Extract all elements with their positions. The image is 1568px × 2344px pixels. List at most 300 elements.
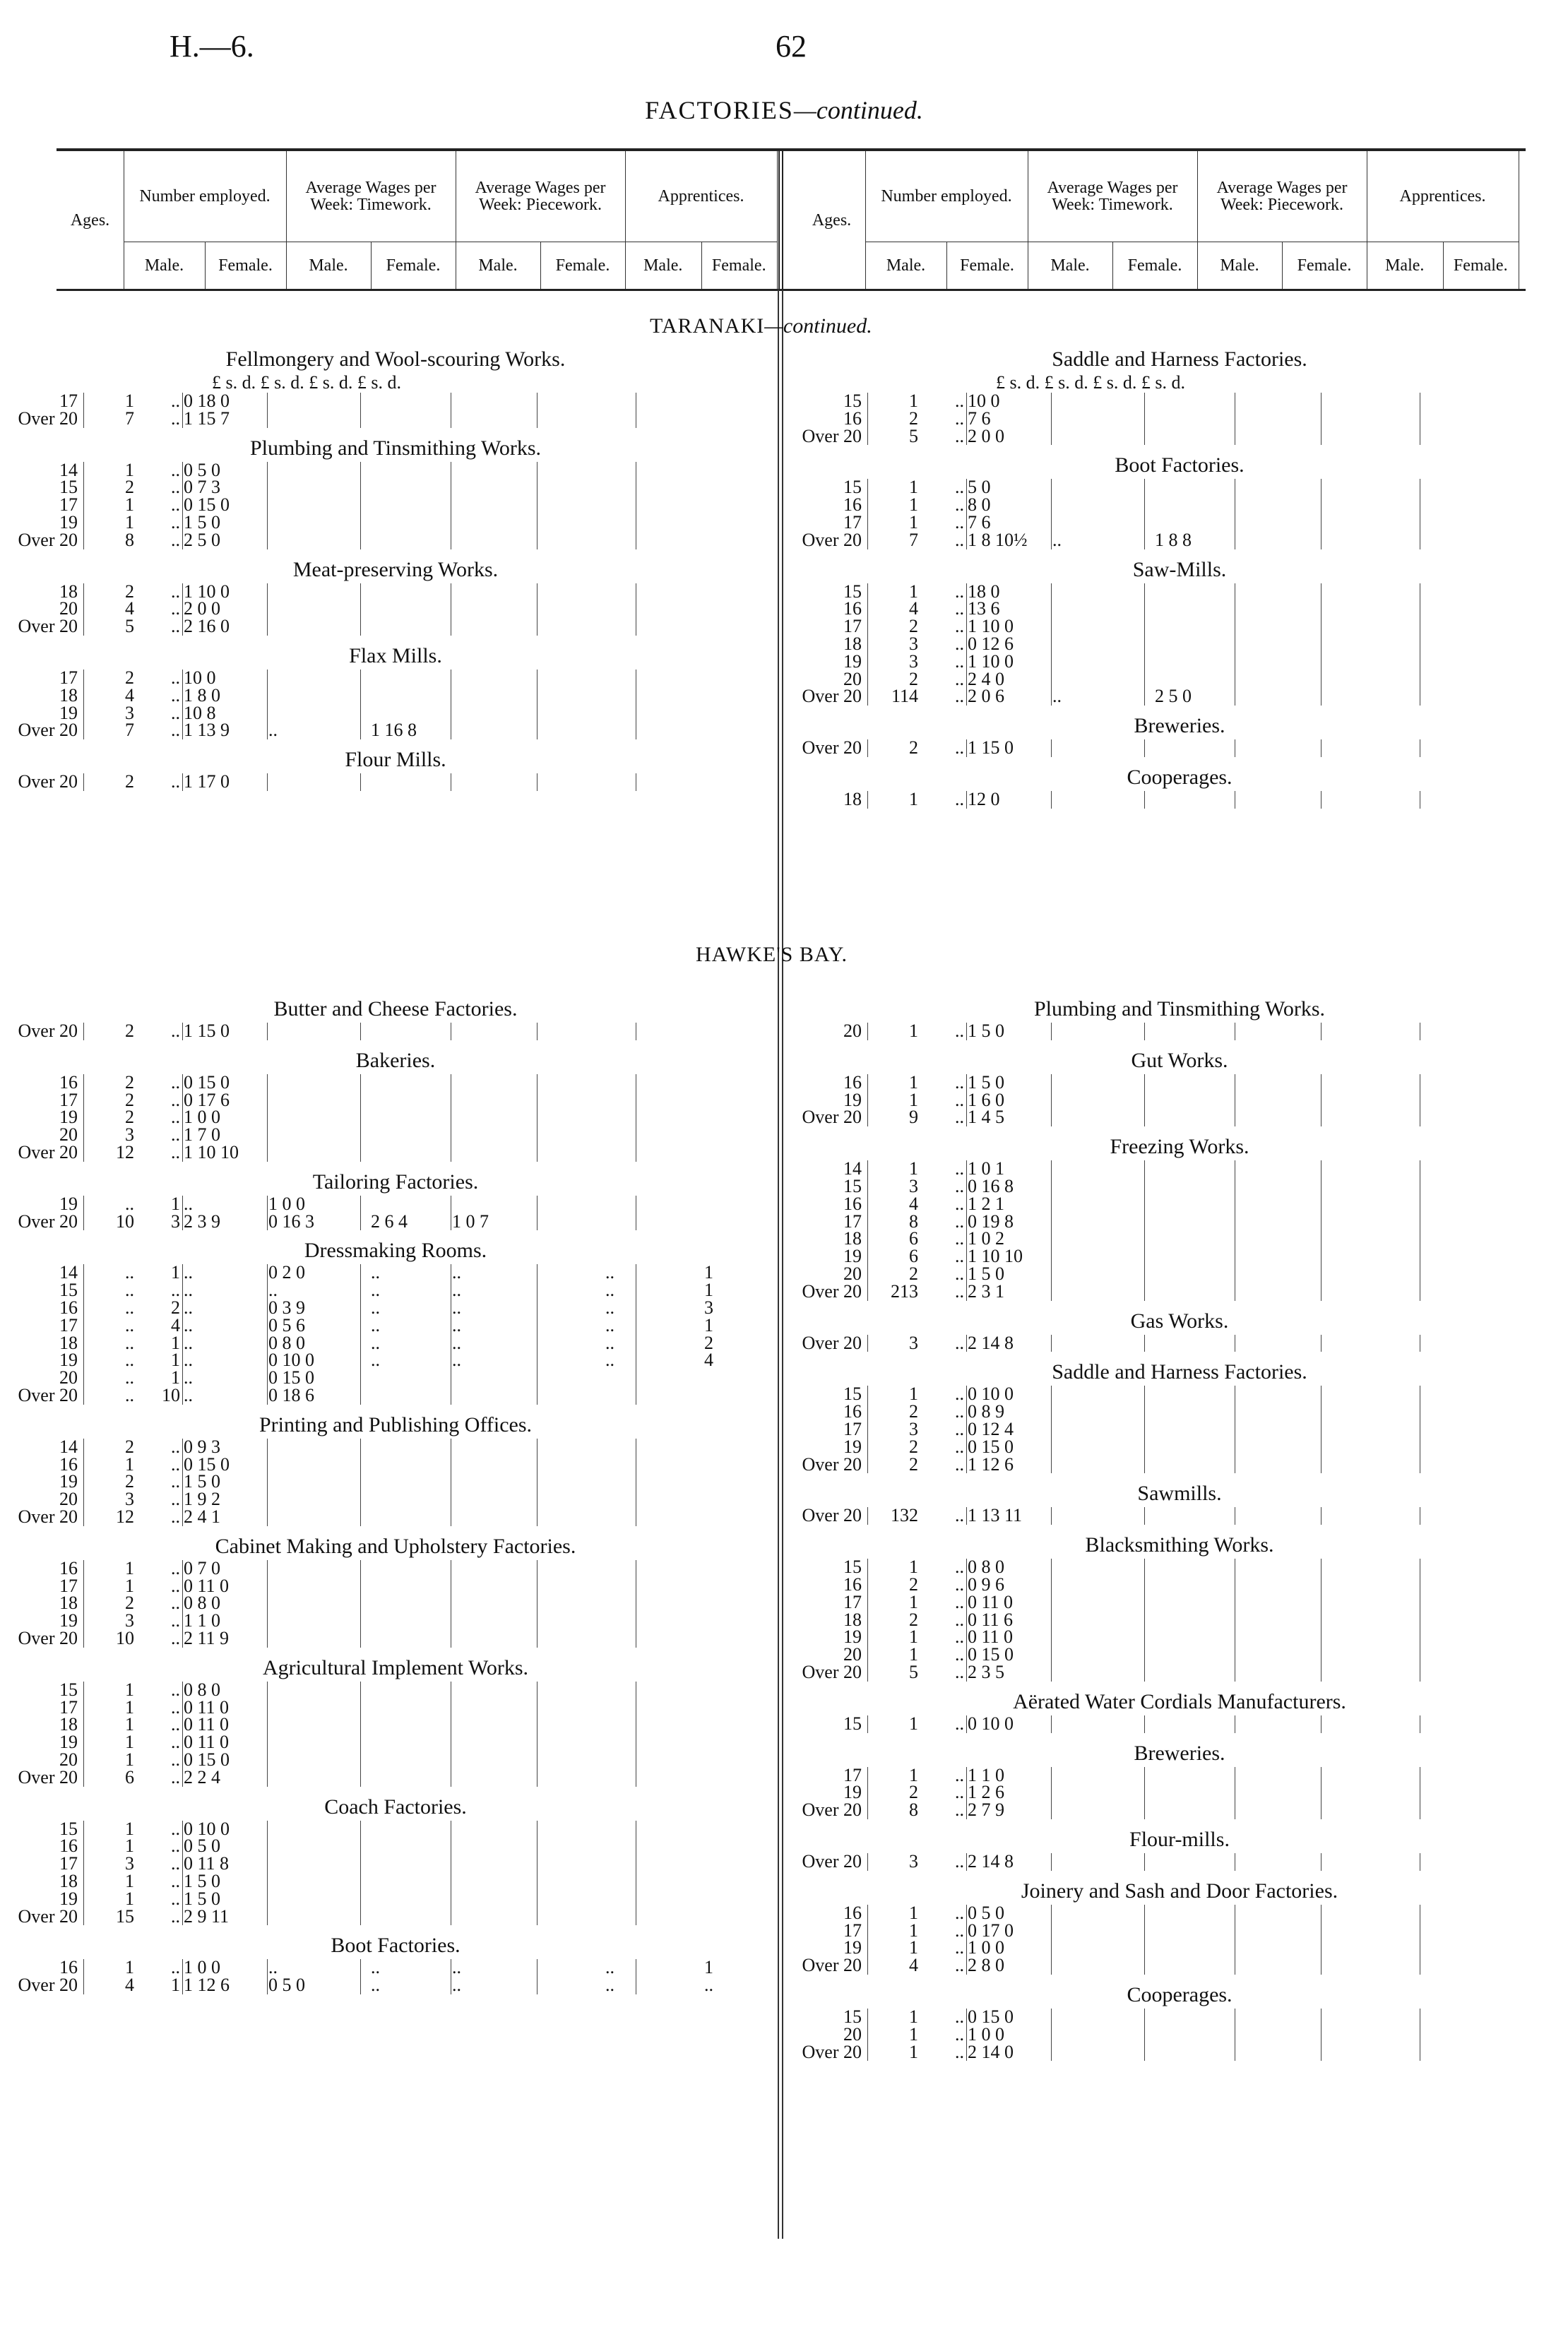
section-title: Cooperages. — [1127, 766, 1233, 789]
cell-male-employed: 8 — [125, 529, 134, 550]
column-rule — [360, 1196, 361, 1231]
cell-time-male: 1 0 0 — [184, 1107, 220, 1128]
cell-time-male: 1 10 0 — [968, 616, 1014, 637]
cell-female-employed: .. — [955, 633, 964, 654]
right-female-subheader: Female. — [960, 256, 1014, 275]
column-rule — [867, 393, 868, 445]
table-row — [784, 496, 1490, 514]
cell-male-employed: 2 — [909, 1263, 918, 1284]
table-row — [0, 1023, 706, 1040]
column-rule — [182, 1821, 183, 1926]
cell-male-employed: 12 — [116, 1506, 134, 1527]
column-rule — [360, 1682, 361, 1787]
column-rule — [1144, 1074, 1145, 1126]
cell-time-male: 1 5 0 — [968, 1071, 1004, 1093]
table-row — [0, 511, 706, 533]
cell-age: 15 — [59, 1679, 78, 1700]
table-row — [0, 1818, 706, 1839]
table-row — [784, 1591, 1490, 1612]
table-row — [784, 1764, 1490, 1785]
table-row — [0, 600, 706, 618]
column-rule — [267, 1264, 268, 1404]
cell-age: 19 — [59, 1610, 78, 1631]
cell-female-employed: .. — [171, 667, 180, 688]
cell-age: 18 — [59, 1593, 78, 1614]
cell-male-employed: 4 — [909, 598, 918, 619]
cell-male-employed: 1 — [125, 391, 134, 411]
cell-female-employed: .. — [171, 1627, 180, 1648]
column-rule — [360, 1439, 361, 1526]
cell-time-female: 0 16 3 — [268, 1210, 314, 1232]
table-row — [784, 1559, 1490, 1576]
column-rule — [867, 1386, 868, 1473]
section-title: Cabinet Making and Upholstery Factories. — [215, 1534, 576, 1558]
cell-female-employed: .. — [171, 1905, 180, 1927]
section-group — [784, 1740, 1490, 1819]
table-row — [784, 1922, 1490, 1940]
cell-age: 19 — [843, 650, 862, 672]
left-male-subheader: Male. — [478, 256, 518, 275]
cell-age: 14 — [59, 1436, 78, 1457]
cell-female-employed: .. — [171, 1124, 180, 1146]
column-rule — [360, 1821, 361, 1926]
column-rule — [360, 1074, 361, 1162]
table-row — [0, 1716, 706, 1734]
cell-time-male: 2 3 1 — [968, 1280, 1004, 1302]
cell-female-employed: 3 — [171, 1210, 180, 1232]
cell-age: 15 — [59, 1818, 78, 1839]
column-rule — [360, 1959, 361, 1994]
left-vline-sub — [371, 242, 372, 289]
column-rule — [83, 1196, 84, 1231]
table-row — [784, 479, 1490, 496]
cell-age: 17 — [843, 616, 862, 637]
section-title: Boot Factories. — [331, 1934, 461, 1958]
cell-time-male: 1 12 6 — [184, 1975, 230, 1996]
cell-age: Over 20 — [18, 720, 78, 741]
column-rule — [1144, 1386, 1145, 1473]
table-row — [0, 459, 706, 480]
section-title: Agricultural Implement Works. — [262, 1655, 529, 1679]
cell-male-employed: 1 — [125, 1836, 134, 1857]
cell-age: 17 — [843, 1591, 862, 1612]
cell-male-employed: .. — [125, 1314, 134, 1335]
cell-time-male: 10 8 — [184, 702, 216, 723]
cell-apprentice-female: 2 — [704, 1332, 713, 1353]
cell-time-female: .. — [268, 720, 278, 741]
cell-age: 14 — [59, 1262, 78, 1283]
table-row — [0, 1627, 706, 1648]
cell-time-female: .. — [1052, 686, 1062, 707]
section-group — [0, 1237, 713, 1405]
cell-age: Over 20 — [18, 1905, 78, 1927]
column-rule — [182, 393, 183, 428]
left-male-subheader: Male. — [643, 256, 683, 275]
cell-age: 15 — [843, 1713, 862, 1734]
table-row — [0, 1696, 706, 1718]
cell-male-employed: .. — [125, 1332, 134, 1353]
section-title: Flour-mills. — [1129, 1828, 1230, 1851]
cell-time-male: 0 15 0 — [968, 2006, 1014, 2027]
cell-female-employed: .. — [171, 1471, 180, 1492]
cell-age: Over 20 — [18, 1141, 78, 1162]
cell-female-employed: .. — [171, 1818, 180, 1839]
cell-time-female: 0 5 6 — [268, 1314, 305, 1335]
cell-time-male: 0 12 4 — [968, 1418, 1014, 1439]
cell-age: Over 20 — [18, 407, 78, 429]
cell-female-employed: .. — [955, 1089, 964, 1110]
cell-age: Over 20 — [802, 1505, 862, 1526]
column-rule — [83, 1023, 84, 1040]
cell-male-employed: .. — [125, 1384, 134, 1405]
section-title: Fellmongery and Wool-scouring Works. — [225, 347, 566, 371]
column-rule — [966, 1853, 967, 1871]
cell-male-employed: 3 — [125, 1610, 134, 1631]
table-row — [0, 1109, 706, 1126]
cell-age: Over 20 — [802, 2041, 862, 2062]
section-title: Saddle and Harness Factories. — [1052, 347, 1307, 371]
cell-age: 18 — [59, 1870, 78, 1891]
cell-age: 20 — [59, 1749, 78, 1770]
cell-female-employed: .. — [171, 477, 180, 498]
column-rule — [1144, 1023, 1145, 1040]
right-number-employed-header: Number employed. — [881, 187, 1012, 206]
table-row — [0, 1126, 706, 1144]
cell-age: 18 — [59, 1714, 78, 1735]
cell-male-employed: 1 — [909, 1089, 918, 1110]
column-rule — [966, 2009, 967, 2061]
column-rule — [182, 462, 183, 549]
cell-time-male: 0 5 0 — [968, 1902, 1004, 1923]
cell-age: 17 — [843, 1418, 862, 1439]
column-rule — [83, 1560, 84, 1648]
table-row — [0, 496, 706, 514]
cell-male-employed: 2 — [125, 667, 134, 688]
left-apprentices-header: Apprentices. — [658, 187, 744, 206]
cell-time-male: 7 6 — [968, 511, 991, 533]
cell-male-employed: 1 — [909, 511, 918, 533]
cell-male-employed: 1 — [125, 1696, 134, 1718]
cell-apprentice-female: 4 — [704, 1350, 713, 1371]
cell-time-female: 0 15 0 — [268, 1367, 314, 1388]
center-divider — [778, 290, 783, 2239]
cell-male-employed: 114 — [891, 686, 918, 707]
cell-piece-male: .. — [371, 1314, 380, 1335]
cell-female-employed: .. — [171, 511, 180, 533]
cell-apprentice-male: .. — [605, 1350, 614, 1371]
column-rule — [867, 1074, 868, 1126]
section-title: Aërated Water Cordials Manufacturers. — [1013, 1689, 1346, 1713]
table-row — [784, 1193, 1490, 1214]
cell-time-male: 1 5 0 — [968, 1021, 1004, 1041]
column-rule — [267, 1074, 268, 1162]
column-rule — [182, 1074, 183, 1162]
table-row — [784, 1715, 1490, 1733]
cell-male-employed: 10 — [116, 1627, 134, 1648]
column-rule — [83, 1682, 84, 1787]
column-rule — [182, 1439, 183, 1526]
cell-time-male: 0 10 0 — [184, 1818, 230, 1839]
table-row — [0, 722, 706, 739]
cell-male-employed: 3 — [909, 633, 918, 654]
cell-piece-female: .. — [452, 1957, 461, 1978]
table-row — [784, 1902, 1490, 1923]
cell-age: Over 20 — [802, 1799, 862, 1821]
cell-time-female: 0 18 6 — [268, 1384, 314, 1405]
column-rule — [1051, 393, 1052, 445]
column-rule — [83, 1959, 84, 1994]
cell-age: 20 — [843, 2023, 862, 2045]
cell-male-employed: 1 — [125, 1453, 134, 1475]
column-rule — [867, 1715, 868, 1733]
section-group — [784, 1532, 1490, 1682]
cell-age: Over 20 — [802, 686, 862, 707]
cell-age: Over 20 — [802, 425, 862, 446]
cell-male-employed: 1 — [909, 1021, 918, 1041]
section-group — [0, 746, 706, 791]
left-female-subheader: Female. — [218, 256, 273, 275]
cell-time-female: 0 10 0 — [268, 1350, 314, 1371]
cell-age: 20 — [843, 668, 862, 689]
section-group — [784, 1047, 1490, 1126]
section-title: Joinery and Sash and Door Factories. — [1021, 1879, 1338, 1903]
column-rule — [1144, 1905, 1145, 1975]
cell-time-male: 12 0 — [968, 789, 1000, 809]
cell-male-employed: 1 — [125, 494, 134, 516]
table-row — [784, 1436, 1490, 1457]
cell-male-employed: 1 — [909, 1937, 918, 1958]
table-row — [0, 1141, 706, 1162]
cell-piece-male: .. — [371, 1350, 380, 1371]
section-title: Cooperages. — [1127, 1983, 1233, 2006]
cell-female-employed: .. — [171, 1071, 180, 1093]
column-rule — [182, 583, 183, 636]
column-rule — [267, 1196, 268, 1231]
table-row — [784, 791, 1490, 809]
left-vline-sub — [205, 242, 206, 289]
table-row — [0, 1332, 713, 1353]
cell-female-employed: .. — [955, 2006, 964, 2027]
column-rule — [867, 791, 868, 809]
cell-age: 15 — [843, 2006, 862, 2027]
cell-female-employed: .. — [171, 1732, 180, 1753]
cell-female-employed: .. — [171, 1141, 180, 1162]
cell-piece-female: .. — [452, 1314, 461, 1335]
cell-female-employed: .. — [955, 668, 964, 689]
table-row — [0, 1612, 706, 1630]
column-rule — [182, 1560, 183, 1648]
right-female-subheader: Female. — [1453, 256, 1508, 275]
cell-time-female: 0 2 0 — [268, 1262, 305, 1283]
column-rule — [83, 1821, 84, 1926]
cell-time-male: 5 0 — [968, 477, 991, 498]
left-ages-header: Ages. — [70, 210, 110, 230]
cell-male-employed: 1 — [909, 581, 918, 602]
cell-male-employed: 3 — [909, 1851, 918, 1872]
column-rule — [1051, 1767, 1052, 1819]
page-title — [0, 95, 1568, 125]
cell-female-employed: .. — [171, 1836, 180, 1857]
section-group — [784, 1308, 1490, 1352]
cell-age: Over 20 — [802, 1332, 862, 1353]
cell-age: 16 — [843, 1193, 862, 1214]
table-row — [784, 1403, 1490, 1421]
table-row — [0, 702, 706, 723]
cell-time-male: 2 3 5 — [968, 1661, 1004, 1682]
cell-female-employed: .. — [171, 581, 180, 602]
section-group — [0, 1655, 706, 1787]
table-row — [784, 1626, 1490, 1648]
cell-female-employed: .. — [955, 1418, 964, 1439]
cell-time-male: 2 4 0 — [968, 668, 1004, 689]
cell-male-employed: 1 — [125, 459, 134, 480]
column-rule — [867, 1023, 868, 1040]
cell-apprentice-female: 1 — [704, 1280, 713, 1301]
cell-time-male: 0 15 0 — [184, 494, 230, 516]
cell-time-male: 10 0 — [968, 391, 1000, 411]
cell-male-employed: 1 — [125, 511, 134, 533]
section-title: Saddle and Harness Factories. — [1052, 1360, 1307, 1384]
column-rule — [966, 1023, 967, 1040]
cell-age: 19 — [843, 1782, 862, 1803]
cell-male-employed: 2 — [125, 1071, 134, 1093]
column-rule — [1144, 479, 1145, 549]
table-row — [784, 511, 1490, 533]
table-row — [784, 425, 1490, 446]
cell-female-employed: .. — [171, 702, 180, 723]
table-row — [784, 1089, 1490, 1110]
cell-female-employed: .. — [955, 1661, 964, 1682]
cell-piece-male: .. — [371, 1262, 380, 1283]
cell-time-male: 2 4 1 — [184, 1506, 220, 1527]
table-row — [784, 1386, 1490, 1403]
cell-piece-male: .. — [371, 1297, 380, 1318]
cell-male-employed: 1 — [909, 477, 918, 498]
cell-age: 16 — [59, 1557, 78, 1578]
cell-time-male: .. — [184, 1280, 193, 1301]
cell-female-employed: .. — [171, 598, 180, 619]
cell-male-employed: 12 — [116, 1141, 134, 1162]
table-row — [784, 1248, 1490, 1266]
cell-male-employed: 2 — [125, 1471, 134, 1492]
cell-female-employed: .. — [955, 1505, 964, 1526]
column-header-left — [57, 151, 777, 289]
cell-male-employed: 1 — [125, 1870, 134, 1891]
region-hawkes-bay: HAWKE'S BAY. — [696, 943, 848, 966]
cell-female-employed: .. — [955, 1920, 964, 1941]
column-rule — [1051, 1559, 1052, 1682]
cell-time-male: 1 5 0 — [184, 1888, 220, 1909]
column-rule — [1144, 2009, 1145, 2061]
cell-age: 16 — [843, 407, 862, 429]
section-title: Printing and Publishing Offices. — [259, 1412, 533, 1436]
cell-female-employed: .. — [955, 1851, 964, 1872]
column-rule — [267, 1023, 268, 1040]
cell-apprentice-male: .. — [605, 1262, 614, 1283]
left-female-subheader: Female. — [386, 256, 441, 275]
cell-time-male: 0 17 0 — [968, 1920, 1014, 1941]
cell-time-male: 1 15 0 — [968, 737, 1014, 758]
column-rule — [1051, 1386, 1052, 1473]
cell-female-employed: .. — [171, 616, 180, 637]
cell-time-male: 1 0 2 — [968, 1228, 1004, 1249]
cell-male-employed: 1 — [909, 2041, 918, 2062]
cell-female-employed: .. — [171, 1453, 180, 1475]
table-row — [0, 393, 706, 410]
cell-age: 20 — [843, 1263, 862, 1284]
table-row — [784, 618, 1490, 636]
cell-age: 15 — [843, 391, 862, 411]
cell-male-employed: 1 — [909, 1626, 918, 1648]
cell-age: 19 — [59, 1107, 78, 1128]
cell-time-male: 1 5 0 — [968, 1263, 1004, 1284]
cell-time-male: .. — [184, 1314, 193, 1335]
cell-male-employed: 2 — [909, 668, 918, 689]
table-row — [0, 1210, 706, 1232]
cell-female-employed: .. — [955, 737, 964, 758]
cell-apprentice-female: 1 — [704, 1957, 713, 1978]
left-number-employed-header: Number employed. — [139, 187, 271, 206]
cell-age: 16 — [59, 1836, 78, 1857]
cell-female-employed: 1 — [171, 1367, 180, 1388]
cell-male-employed: 1 — [909, 1158, 918, 1179]
column-rule — [966, 1507, 967, 1525]
cell-female-employed: .. — [955, 2041, 964, 2062]
table-row — [784, 1175, 1490, 1196]
cell-piece-female: .. — [452, 1262, 461, 1283]
cell-male-employed: 4 — [909, 1955, 918, 1976]
cell-time-male: 2 14 8 — [968, 1332, 1014, 1353]
cell-piece-female: .. — [452, 1350, 461, 1371]
table-row — [784, 600, 1490, 618]
cell-female-employed: .. — [955, 1193, 964, 1214]
column-rule — [867, 2009, 868, 2061]
cell-age: 14 — [59, 459, 78, 480]
table-row — [784, 688, 1490, 706]
cell-male-employed: 1 — [909, 1071, 918, 1093]
cell-time-male: 1 13 11 — [968, 1505, 1023, 1526]
cell-female-employed: .. — [955, 529, 964, 550]
cell-time-male: 2 14 8 — [968, 1851, 1014, 1872]
column-rule — [867, 1853, 868, 1871]
cell-time-male: 0 11 0 — [968, 1591, 1014, 1612]
cell-male-employed: 2 — [909, 1609, 918, 1630]
cell-age: 15 — [843, 581, 862, 602]
cell-time-male: 2 0 6 — [968, 686, 1004, 707]
cell-time-male: 1 10 0 — [968, 650, 1014, 672]
cell-male-employed: 1 — [909, 1713, 918, 1734]
table-row — [0, 1975, 713, 1996]
section-group — [0, 1533, 706, 1648]
cell-time-male: 1 5 0 — [184, 511, 220, 533]
table-row — [784, 2023, 1490, 2045]
section-title: Plumbing and Tinsmithing Works. — [249, 436, 542, 460]
cell-male-employed: 3 — [125, 702, 134, 723]
table-row — [0, 1297, 713, 1318]
cell-age: 17 — [59, 494, 78, 516]
cell-male-employed: .. — [125, 1297, 134, 1318]
cell-male-employed: 15 — [116, 1905, 134, 1927]
section-title: Butter and Cheese Factories. — [273, 997, 518, 1021]
cell-piece-male: 1 8 8 — [1155, 529, 1192, 550]
section-group — [0, 643, 706, 739]
cell-time-male: 2 16 0 — [184, 616, 230, 637]
cell-time-male: 0 11 0 — [968, 1626, 1014, 1648]
cell-age: 16 — [843, 494, 862, 516]
cell-female-employed: .. — [171, 1696, 180, 1718]
cell-time-male: 0 7 0 — [184, 1557, 220, 1578]
cell-age: Over 20 — [802, 737, 862, 758]
